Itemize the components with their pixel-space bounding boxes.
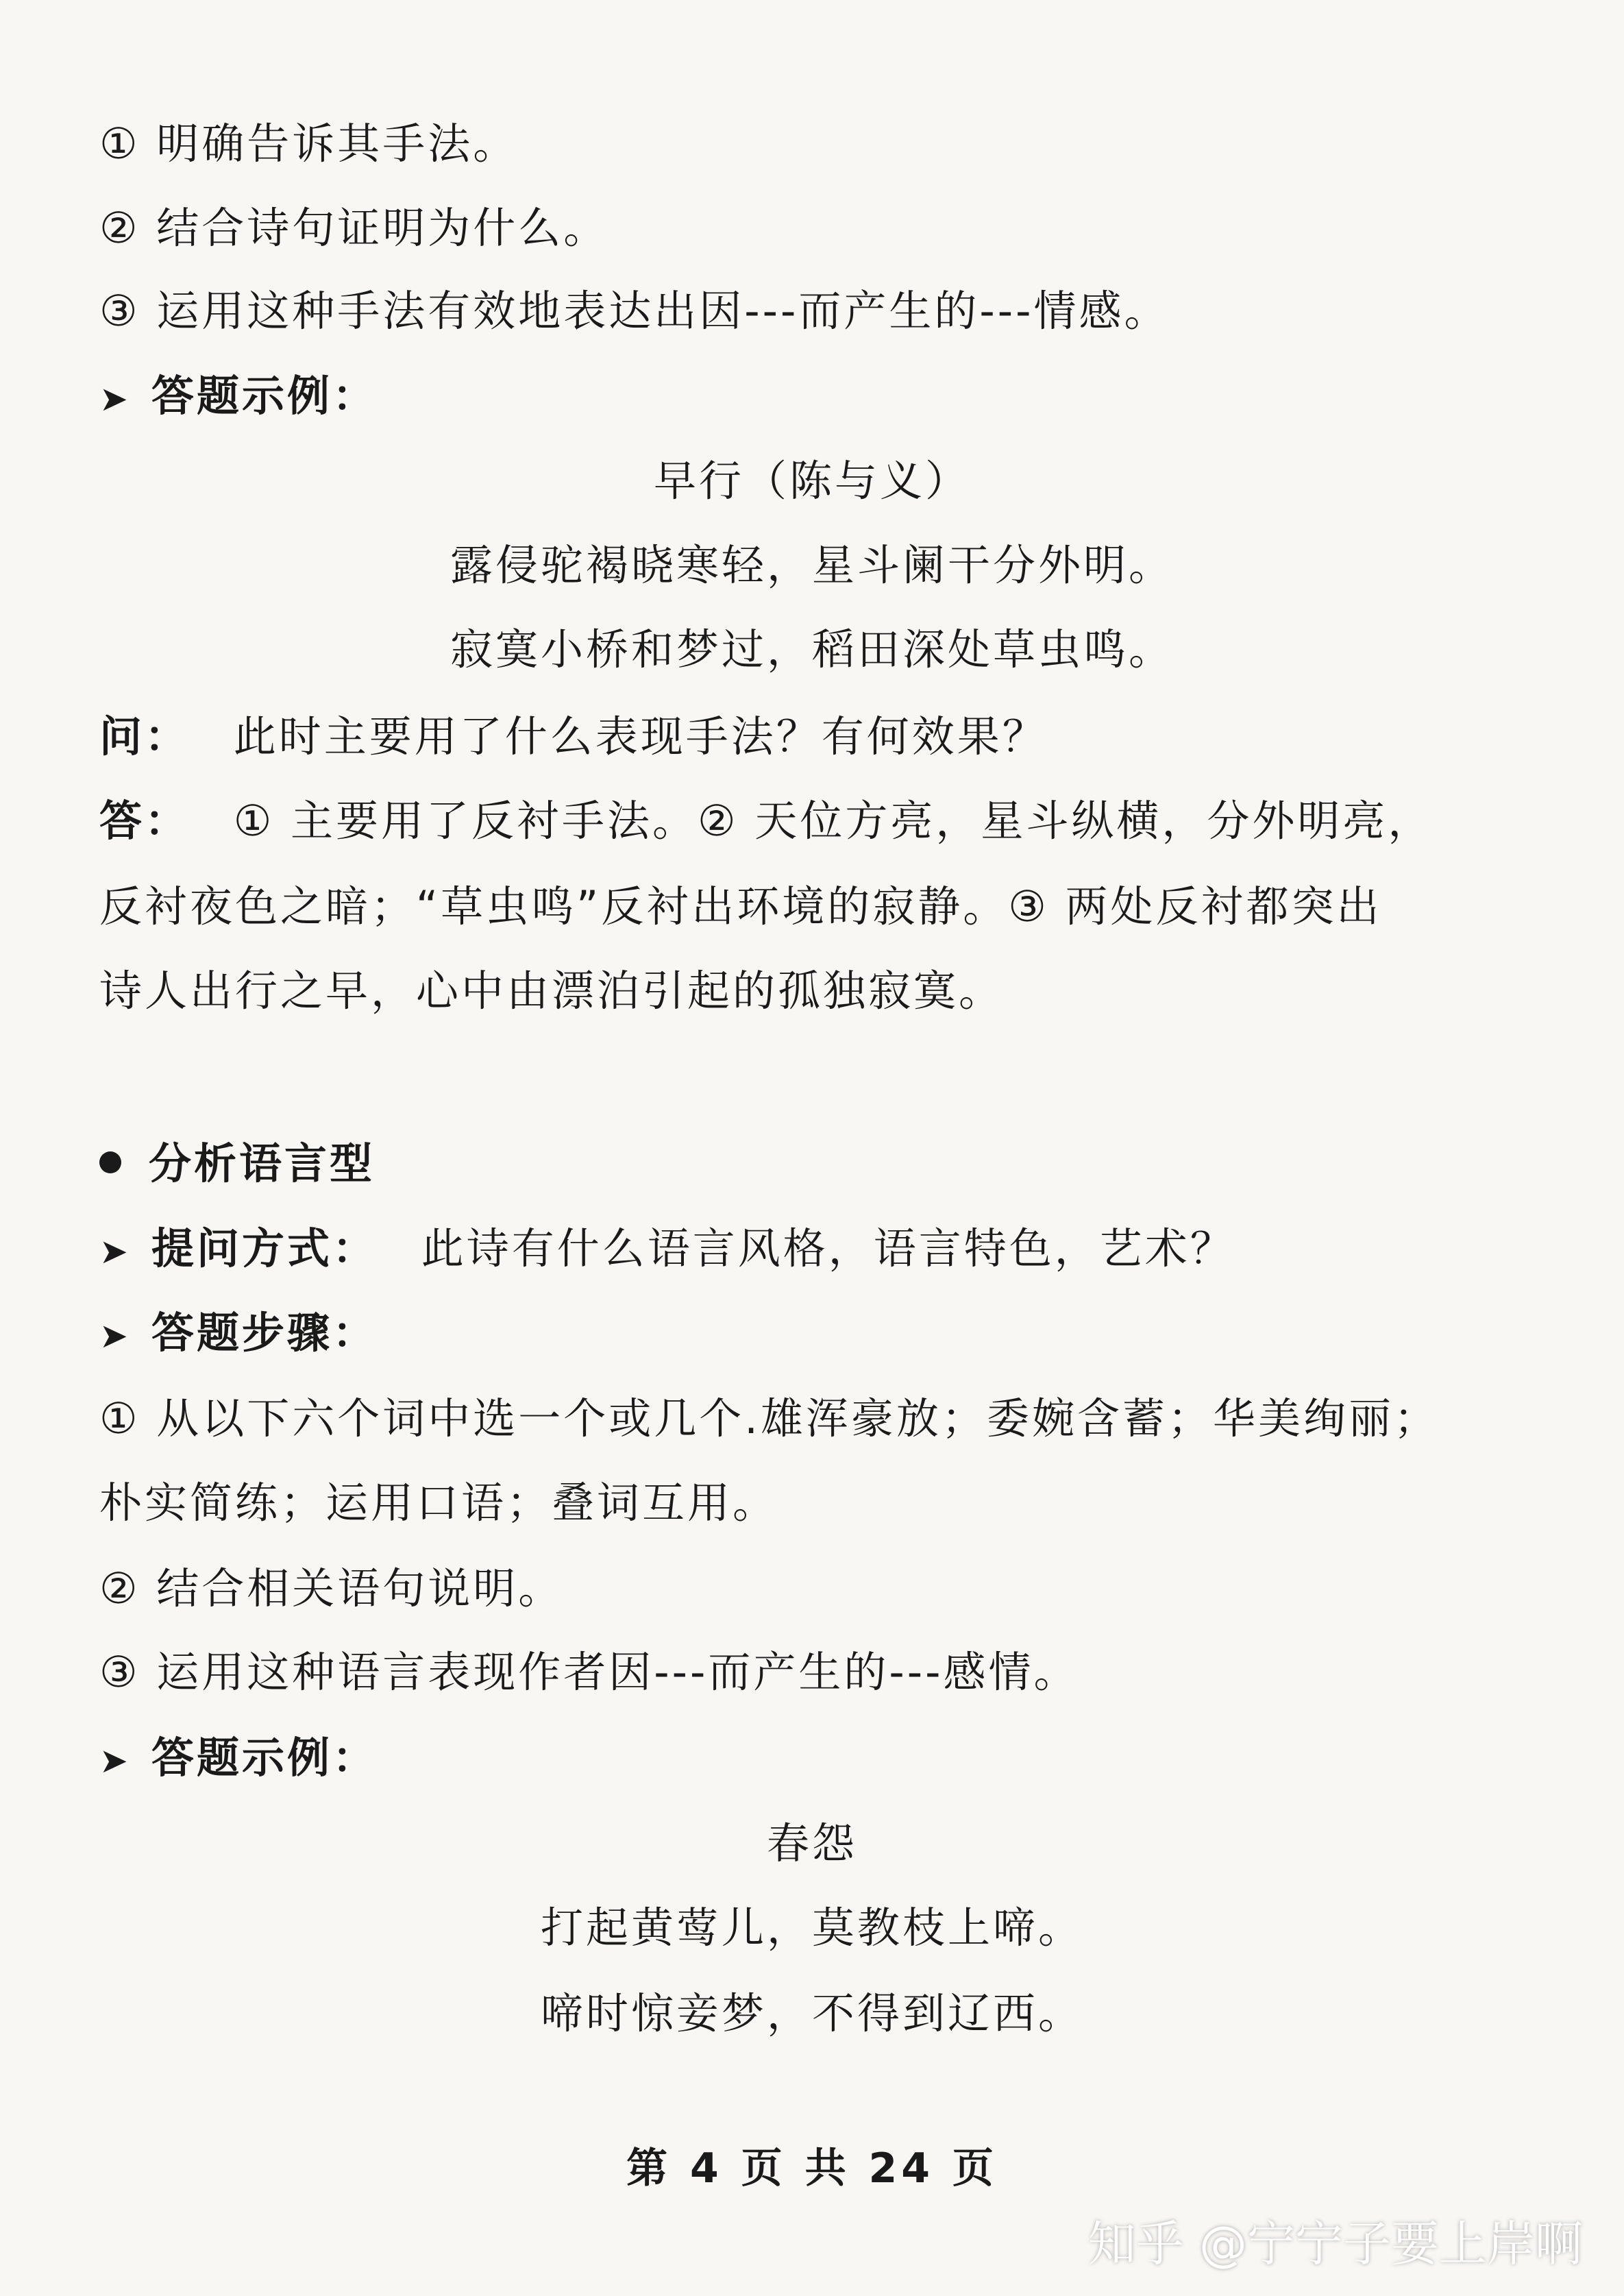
ask-label: 提问方式： (151, 1223, 378, 1273)
answer-line-2: 反衬夜色之暗；“草虫鸣”反衬出环境的寂静。③ 两处反衬都突出 (99, 881, 1382, 931)
question-label: 问： (99, 711, 190, 761)
steps-heading: ➤ 答题步骤： (99, 1306, 378, 1363)
lang-step-1-line-2: 朴实简练；运用口语；叠词互用。 (99, 1478, 778, 1528)
step-3: ③ 运用这种手法有效地表达出因---而产生的---情感。 (99, 286, 1170, 336)
poem2-title: 春怨 (766, 1818, 857, 1868)
step-2: ② 结合诗句证明为什么。 (99, 203, 609, 253)
step-1: ① 明确告诉其手法。 (99, 119, 519, 169)
poem2-line-2: 啼时惊妾梦，不得到辽西。 (540, 1988, 1083, 2038)
arrow-icon: ➤ (99, 1316, 131, 1356)
poem1-line-2: 寂寞小桥和梦过，稻田深处草虫鸣。 (450, 624, 1174, 674)
poem1-line-1: 露侵驼褐晓寒轻，星斗阑干分外明。 (450, 540, 1174, 590)
watermark: 知乎 @宁宁子要上岸啊 (1087, 2216, 1583, 2272)
question-text: 此时主要用了什么表现手法？有何效果？ (233, 711, 1048, 761)
answer-text-1: ① 主要用了反衬手法。② 天位方亮，星斗纵横，分外明亮， (233, 796, 1434, 846)
lang-step-2: ② 结合相关语句说明。 (99, 1563, 564, 1613)
poem2-line-1: 打起黄莺儿，莫教枝上啼。 (540, 1903, 1083, 1953)
ask-line (99, 1221, 1235, 1279)
poem1-title: 早行（陈与义） (653, 456, 970, 506)
ask-text: 此诗有什么语言风格，语言特色，艺术？ (421, 1223, 1235, 1273)
example-heading-1: ➤ 答题示例： (99, 369, 378, 426)
example-heading-2: ➤ 答题示例： (99, 1731, 378, 1788)
answer-line-1 (99, 794, 1433, 848)
section-title: 分析语言型 (99, 1136, 375, 1191)
bullet-icon (99, 1151, 121, 1173)
answer-line-3: 诗人出行之早，心中由漂泊引起的孤独寂寞。 (99, 966, 1005, 1016)
lang-step-1-line-1: ① 从以下六个词中选一个或几个.雄浑豪放；委婉含蓄；华美绚丽； (99, 1393, 1439, 1443)
arrow-icon: ➤ (99, 1741, 131, 1781)
question (99, 709, 1048, 764)
page-footer: 第 4 页 共 24 页 (626, 2145, 998, 2193)
arrow-icon: ➤ (99, 379, 131, 419)
arrow-icon: ➤ (99, 1232, 131, 1271)
lang-step-3: ③ 运用这种语言表现作者因---而产生的---感情。 (99, 1647, 1079, 1697)
answer-label: 答： (99, 796, 190, 846)
